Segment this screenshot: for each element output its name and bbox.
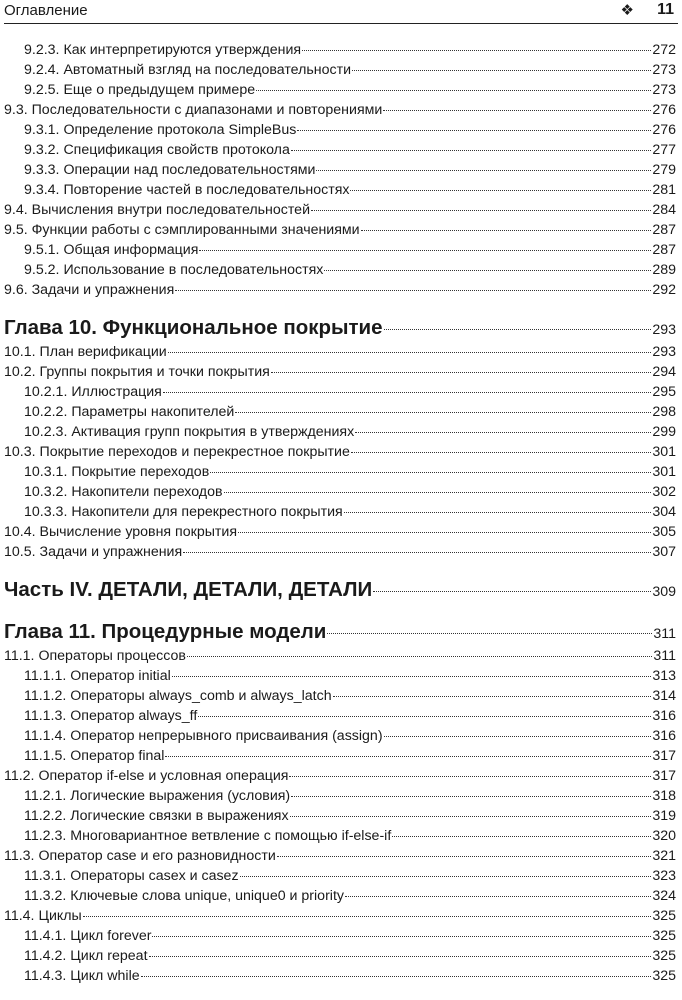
toc-entry-label: 11.3. Оператор case и его разновидности bbox=[4, 848, 276, 864]
dot-leader bbox=[345, 896, 651, 897]
toc-entry-page: 317 bbox=[652, 768, 676, 784]
dot-leader bbox=[392, 836, 651, 837]
page-number: 11 bbox=[657, 1, 674, 18]
toc-entry-label: 10.1. План верификации bbox=[4, 344, 167, 360]
toc-entry-page: 317 bbox=[652, 748, 676, 764]
toc-entry-label: 10.3.2. Накопители переходов bbox=[24, 484, 223, 500]
toc-entry[interactable] bbox=[4, 706, 676, 726]
toc-entry-page: 284 bbox=[652, 202, 676, 218]
toc-entry-page: 323 bbox=[652, 868, 676, 884]
toc-entry[interactable] bbox=[4, 542, 676, 562]
toc-entry[interactable] bbox=[4, 180, 676, 200]
dot-leader bbox=[163, 392, 651, 393]
toc-entry-page: 281 bbox=[652, 182, 676, 198]
toc-entry-label: 11.1. Операторы процессов bbox=[4, 648, 186, 664]
dot-leader bbox=[235, 412, 651, 413]
dot-leader bbox=[324, 270, 651, 271]
toc-entry[interactable] bbox=[4, 502, 676, 522]
dot-leader bbox=[352, 70, 651, 71]
toc-entry[interactable] bbox=[4, 402, 676, 422]
toc-entry-page: 318 bbox=[652, 788, 676, 804]
section-gap bbox=[4, 300, 676, 314]
toc-entry-page: 287 bbox=[652, 222, 676, 238]
toc-entry[interactable] bbox=[4, 40, 676, 60]
dot-leader bbox=[311, 210, 651, 211]
dot-leader bbox=[183, 552, 651, 553]
toc-entry-label: 11.4. Циклы bbox=[4, 908, 82, 924]
toc-entry[interactable] bbox=[4, 766, 676, 786]
toc-entry[interactable] bbox=[4, 926, 676, 946]
toc-entry-page: 325 bbox=[652, 948, 676, 964]
toc-entry-page: 301 bbox=[652, 444, 676, 460]
toc-entry-page: 325 bbox=[652, 908, 676, 924]
toc-entry[interactable] bbox=[4, 746, 676, 766]
toc-entry-label: 11.1.2. Операторы always_comb и always_latch bbox=[24, 688, 332, 704]
dot-leader bbox=[327, 633, 652, 634]
toc-entry-page: 304 bbox=[652, 504, 676, 520]
toc-entry-page: 321 bbox=[652, 848, 676, 864]
dot-leader bbox=[291, 150, 651, 151]
toc-entry-label: 10.2.3. Активация групп покрытия в утверждениях bbox=[24, 424, 355, 440]
toc-entry-label: 10.2.2. Параметры накопителей bbox=[24, 404, 235, 420]
toc-entry-label: 11.3.1. Операторы casex и casez bbox=[24, 868, 239, 884]
toc-entry[interactable] bbox=[4, 60, 676, 80]
dot-leader bbox=[384, 736, 652, 737]
dot-leader bbox=[168, 352, 652, 353]
dot-leader bbox=[350, 190, 651, 191]
toc-entry-page: 272 bbox=[652, 42, 676, 58]
dot-leader bbox=[291, 796, 651, 797]
toc-entry-label: 11.2. Оператор if-else и условная операция bbox=[4, 768, 289, 784]
dot-leader bbox=[83, 916, 652, 917]
toc-entry-page: 293 bbox=[652, 322, 676, 338]
toc-entry-page: 319 bbox=[652, 808, 676, 824]
toc-entry-label: 9.5.1. Общая информация bbox=[24, 242, 199, 258]
toc-entry[interactable] bbox=[4, 220, 676, 240]
toc-entry-page: 273 bbox=[652, 62, 676, 78]
toc-entry-label: 9.3.4. Повторение частей в последовательностях bbox=[24, 182, 350, 198]
toc-entry[interactable] bbox=[4, 846, 676, 866]
toc-entry[interactable] bbox=[4, 866, 676, 886]
toc-entry[interactable] bbox=[4, 482, 676, 502]
toc-entry-label: 10.5. Задачи и упражнения bbox=[4, 544, 183, 560]
toc-entry-label: 11.4.2. Цикл repeat bbox=[24, 948, 148, 964]
header-rule bbox=[4, 23, 678, 24]
toc-entry[interactable] bbox=[4, 686, 676, 706]
page-header bbox=[4, 0, 678, 24]
toc-entry[interactable] bbox=[4, 140, 676, 160]
dot-leader bbox=[383, 110, 651, 111]
toc-entry-label: 11.1.3. Оператор always_ff bbox=[24, 708, 198, 724]
toc-entry-label: 10.3. Покрытие переходов и перекрестное покрытие bbox=[4, 444, 350, 460]
toc-chapter-entry[interactable] bbox=[4, 618, 676, 646]
toc-entry[interactable] bbox=[4, 886, 676, 906]
dot-leader bbox=[290, 816, 652, 817]
section-gap bbox=[4, 604, 676, 618]
toc-entry-page: 298 bbox=[652, 404, 676, 420]
toc-entry-label: 9.3.3. Операции над последовательностями bbox=[24, 162, 316, 178]
dot-leader bbox=[289, 776, 651, 777]
dot-leader bbox=[238, 532, 651, 533]
dot-leader bbox=[149, 956, 652, 957]
toc-entry-label: 9.5.2. Использование в последовательностях bbox=[24, 262, 324, 278]
toc-entry-page: 325 bbox=[652, 968, 676, 984]
toc-entry-label: Глава 10. Функциональное покрытие bbox=[4, 316, 383, 339]
dot-leader bbox=[141, 976, 652, 977]
dot-leader bbox=[224, 492, 652, 493]
toc-entry[interactable] bbox=[4, 462, 676, 482]
dot-leader bbox=[277, 856, 652, 857]
toc-entry-label: Глава 11. Процедурные модели bbox=[4, 620, 327, 643]
dot-leader bbox=[165, 756, 651, 757]
dot-leader bbox=[344, 512, 652, 513]
toc-entry[interactable] bbox=[4, 200, 676, 220]
toc-entry-label: 10.2. Группы покрытия и точки покрытия bbox=[4, 364, 270, 380]
toc-entry-label: 9.4. Вычисления внутри последовательностей bbox=[4, 202, 310, 218]
toc-entry-label: Часть IV. ДЕТАЛИ, ДЕТАЛИ, ДЕТАЛИ bbox=[4, 578, 373, 601]
dot-leader bbox=[361, 230, 652, 231]
toc-entry-page: 305 bbox=[652, 524, 676, 540]
toc-entry[interactable] bbox=[4, 280, 676, 300]
toc-entry-page: 316 bbox=[652, 728, 676, 744]
toc-entry-label: 9.2.3. Как интерпретируются утверждения bbox=[24, 42, 302, 58]
running-title: Оглавление bbox=[4, 2, 88, 19]
toc-entry[interactable] bbox=[4, 442, 676, 462]
toc-entry-label: 9.3. Последовательности с диапазонами и повторениями bbox=[4, 102, 383, 118]
toc-entry[interactable] bbox=[4, 342, 676, 362]
toc-entry-page: 316 bbox=[652, 708, 676, 724]
toc-entry[interactable] bbox=[4, 726, 676, 746]
toc-entry[interactable] bbox=[4, 120, 676, 140]
toc-entry[interactable] bbox=[4, 786, 676, 806]
toc-entry-page: 289 bbox=[652, 262, 676, 278]
dot-leader bbox=[172, 676, 652, 677]
dot-leader bbox=[199, 250, 651, 251]
toc-entry-label: 9.2.4. Автоматный взгляд на последовательности bbox=[24, 62, 351, 78]
toc-entry-page: 293 bbox=[652, 344, 676, 360]
dot-leader bbox=[297, 130, 651, 131]
dot-leader bbox=[175, 290, 651, 291]
toc-entry[interactable] bbox=[4, 946, 676, 966]
toc-entry-page: 273 bbox=[652, 82, 676, 98]
dot-leader bbox=[384, 329, 652, 330]
dot-leader bbox=[187, 656, 653, 657]
toc-entry[interactable] bbox=[4, 966, 676, 986]
dot-leader bbox=[210, 472, 651, 473]
dot-leader bbox=[351, 452, 651, 453]
toc-entry[interactable] bbox=[4, 100, 676, 120]
toc-entry-page: 320 bbox=[652, 828, 676, 844]
table-of-contents bbox=[4, 40, 676, 986]
toc-entry-page: 314 bbox=[652, 688, 676, 704]
toc-entry-label: 10.3.3. Накопители для перекрестного покрытия bbox=[24, 504, 343, 520]
toc-entry-page: 294 bbox=[652, 364, 676, 380]
toc-entry-label: 11.4.1. Цикл forever bbox=[24, 928, 152, 944]
toc-entry-label: 10.4. Вычисление уровня покрытия bbox=[4, 524, 238, 540]
toc-entry-page: 287 bbox=[652, 242, 676, 258]
dot-leader bbox=[256, 90, 651, 91]
toc-entry-page: 277 bbox=[652, 142, 676, 158]
toc-entry-label: 11.4.3. Цикл while bbox=[24, 968, 140, 984]
toc-entry[interactable] bbox=[4, 522, 676, 542]
toc-entry-label: 9.6. Задачи и упражнения bbox=[4, 282, 175, 298]
toc-entry-page: 309 bbox=[652, 584, 676, 600]
toc-entry-label: 10.2.1. Иллюстрация bbox=[24, 384, 162, 400]
toc-entry[interactable] bbox=[4, 362, 676, 382]
toc-entry[interactable] bbox=[4, 260, 676, 280]
toc-entry-page: 299 bbox=[652, 424, 676, 440]
toc-chapter-entry[interactable] bbox=[4, 576, 676, 604]
toc-entry-page: 313 bbox=[652, 668, 676, 684]
toc-entry-page: 302 bbox=[652, 484, 676, 500]
toc-entry[interactable] bbox=[4, 382, 676, 402]
dot-leader bbox=[198, 716, 651, 717]
toc-entry-page: 292 bbox=[652, 282, 676, 298]
dot-leader bbox=[316, 170, 651, 171]
toc-entry-label: 11.2.3. Многовариантное ветвление с помощью if-else-if bbox=[24, 828, 392, 844]
section-gap bbox=[4, 562, 676, 576]
dot-leader bbox=[333, 696, 652, 697]
toc-entry[interactable] bbox=[4, 422, 676, 442]
toc-entry-label: 11.1.5. Оператор final bbox=[24, 748, 165, 764]
toc-entry[interactable] bbox=[4, 240, 676, 260]
toc-entry-page: 324 bbox=[652, 888, 676, 904]
toc-entry-label: 11.1.1. Оператор initial bbox=[24, 668, 171, 684]
toc-entry-label: 11.2.1. Логические выражения (условия) bbox=[24, 788, 291, 804]
toc-entry-page: 325 bbox=[652, 928, 676, 944]
toc-entry-label: 11.3.2. Ключевые слова unique, unique0 и priority bbox=[24, 888, 344, 904]
toc-entry[interactable] bbox=[4, 906, 676, 926]
dot-leader bbox=[355, 432, 651, 433]
toc-entry-page: 301 bbox=[652, 464, 676, 480]
dot-leader bbox=[271, 372, 651, 373]
dot-leader bbox=[152, 936, 651, 937]
toc-entry-page: 276 bbox=[652, 102, 676, 118]
ornament-icon: ❖ bbox=[620, 2, 634, 19]
toc-entry-page: 307 bbox=[652, 544, 676, 560]
toc-entry-label: 9.2.5. Еще о предыдущем примере bbox=[24, 82, 256, 98]
toc-entry[interactable] bbox=[4, 160, 676, 180]
toc-entry[interactable] bbox=[4, 666, 676, 686]
toc-chapter-entry[interactable] bbox=[4, 314, 676, 342]
toc-entry-label: 9.5. Функции работы с сэмплированными значениями bbox=[4, 222, 360, 238]
toc-entry-page: 276 bbox=[652, 122, 676, 138]
dot-leader bbox=[302, 50, 651, 51]
toc-entry-label: 9.3.1. Определение протокола SimpleBus bbox=[24, 122, 297, 138]
toc-entry-label: 10.3.1. Покрытие переходов bbox=[24, 464, 210, 480]
toc-entry-label: 11.1.4. Оператор непрерывного присваивания (assign) bbox=[24, 728, 383, 744]
dot-leader bbox=[373, 591, 651, 592]
toc-entry[interactable] bbox=[4, 806, 676, 826]
toc-entry[interactable] bbox=[4, 826, 676, 846]
toc-entry-page: 279 bbox=[652, 162, 676, 178]
toc-entry-page: 311 bbox=[653, 648, 676, 664]
toc-entry[interactable] bbox=[4, 80, 676, 100]
toc-entry[interactable] bbox=[4, 646, 676, 666]
toc-entry-label: 9.3.2. Спецификация свойств протокола bbox=[24, 142, 290, 158]
toc-entry-label: 11.2.2. Логические связки в выражениях bbox=[24, 808, 289, 824]
toc-entry-page: 311 bbox=[653, 626, 676, 642]
dot-leader bbox=[240, 876, 652, 877]
toc-entry-page: 295 bbox=[652, 384, 676, 400]
